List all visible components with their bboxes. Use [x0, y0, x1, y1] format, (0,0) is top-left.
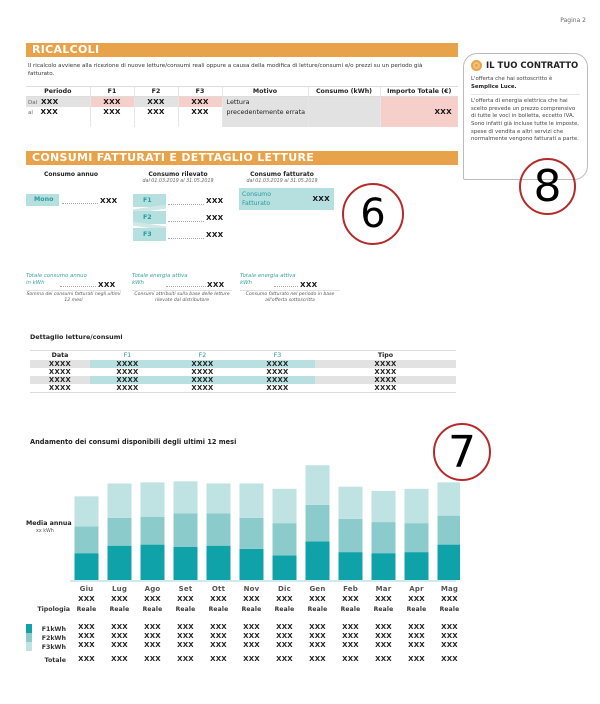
motivo-text: Lettura precedentemente errata [226, 98, 305, 116]
cell-f2: XXXX [165, 384, 240, 393]
sun-icon [471, 60, 482, 71]
month-label-giu: Giu [79, 585, 94, 593]
f3-value-giu: XXX [78, 641, 95, 649]
band-f3: F3 [133, 228, 166, 241]
ricalcoli-section-title: RICALCOLI [26, 43, 458, 57]
tipologia-mag: Reale [439, 606, 460, 613]
media-annua-value: xx kWh [36, 529, 54, 534]
dettaglio-table [30, 350, 456, 393]
col-f2: F2 [165, 351, 240, 360]
month-label-ott: Ott [211, 585, 226, 593]
f1-value-gen: XXX [309, 623, 326, 631]
consumo-cell [308, 97, 380, 127]
bar-dic-f1kwh [273, 555, 297, 580]
bar-dic-f3kwh [273, 489, 297, 523]
cell-f2: XXXX [165, 360, 240, 368]
bar-set-f3kwh [174, 481, 198, 513]
col-periodo: Periodo [26, 87, 90, 97]
f1-value-giu: XXX [78, 623, 95, 631]
tipologia-apr: Reale [406, 606, 427, 613]
month-label-gen: Gen [309, 585, 326, 593]
col-f3: F3 [178, 87, 222, 97]
row-label-f2: F2kWh [41, 635, 66, 642]
cell-tipo: XXXX [315, 360, 456, 368]
bar-ago-f2kwh [141, 517, 165, 545]
dotted-leader [166, 286, 206, 287]
f1-value-ago: XXX [144, 623, 161, 631]
f1-value-mag: XXX [441, 623, 458, 631]
totale-value-ott: XXX [210, 655, 227, 663]
bar-gen-f2kwh [306, 505, 330, 541]
totale-value-apr: XXX [408, 655, 425, 663]
total-value: XXX [98, 280, 116, 289]
total-block-rilevato [132, 273, 232, 304]
row-label-f3: F3kWh [41, 644, 66, 651]
annotation-6-label: 6 [360, 191, 386, 237]
row-label-f1: F1kWh [41, 626, 66, 633]
month-value-mar: XXX [375, 595, 392, 603]
f2-value-ott: XXX [210, 632, 227, 640]
total-value: XXX [207, 280, 225, 289]
band-f2: F2 [133, 211, 166, 224]
f3-value-apr: XXX [408, 641, 425, 649]
periodo-dal: XXX [40, 97, 59, 106]
dettaglio-title: Dettaglio letture/consumi [30, 333, 123, 341]
total-label: Totale energia attiva kWh [240, 273, 296, 286]
dotted-leader [62, 203, 98, 204]
totale-value-lug: XXX [111, 655, 128, 663]
bar-apr-f3kwh [405, 489, 429, 523]
f3-dal: XXX [191, 97, 209, 106]
consumo-fatturato-heading: Consumo fatturato [250, 171, 314, 178]
f3-value-set: XXX [177, 641, 194, 649]
bar-nov-f2kwh [240, 518, 264, 549]
band-f1-value: XXX [206, 196, 224, 205]
bar-nov-f3kwh [240, 483, 264, 517]
table-row [30, 376, 456, 384]
col-importo: Importo Totale (€) [380, 87, 458, 97]
f1-value-apr: XXX [408, 623, 425, 631]
ricalcoli-table [26, 86, 458, 127]
consumo-annuo-value: XXX [100, 196, 118, 205]
bar-mag-f3kwh [438, 482, 461, 515]
month-value-lug: XXX [111, 595, 128, 603]
annotation-8 [519, 158, 576, 215]
totale-value-ago: XXX [144, 655, 161, 663]
cell-data: XXXX [48, 367, 72, 376]
tipologia-label: Tipologia [37, 606, 70, 613]
col-consumo: Consumo (kWh) [308, 87, 380, 97]
contract-offer-name: Semplice Luce. [471, 84, 580, 96]
cell-data: XXXX [30, 384, 90, 393]
tipologia-ott: Reale [208, 606, 229, 613]
bar-mag-f2kwh [438, 516, 461, 545]
f3-value-ott: XXX [210, 641, 227, 649]
cell-tipo: XXXX [374, 367, 397, 376]
row-label-dal: Dal [28, 100, 38, 106]
month-value-dic: XXX [276, 595, 293, 603]
tipologia-giu: Reale [76, 606, 97, 613]
f2-value-lug: XXX [111, 632, 128, 640]
cell-f2: XXXX [191, 367, 214, 376]
f1-value-nov: XXX [243, 623, 260, 631]
month-value-set: XXX [177, 595, 194, 603]
f1-value-feb: XXX [342, 623, 359, 631]
f2-value-apr: XXX [408, 632, 425, 640]
bar-set-f1kwh [174, 547, 198, 580]
bar-mar-f2kwh [372, 522, 396, 553]
bar-lug-f3kwh [108, 483, 132, 517]
dotted-leader [60, 286, 96, 287]
tipologia-gen: Reale [307, 606, 328, 613]
f2-value-mag: XXX [441, 632, 458, 640]
f3-value-mar: XXX [375, 641, 392, 649]
month-label-ago: Ago [144, 585, 161, 593]
f3-value-ago: XXX [144, 641, 161, 649]
f2-value-ago: XXX [144, 632, 161, 640]
f2-value-feb: XXX [342, 632, 359, 640]
consumo-fatturato-box [239, 188, 334, 210]
bar-feb-f1kwh [339, 552, 363, 580]
month-value-mag: XXX [441, 595, 458, 603]
table-row [26, 97, 458, 107]
cell-f3: XXXX [240, 360, 315, 368]
cell-f3: XXXX [266, 367, 289, 376]
consumo-fatturato-period: dal 01.03.2019 al 31.05.2019 [246, 179, 318, 184]
tipologia-mar: Reale [373, 606, 394, 613]
total-label: Totale consumo annuo in kWh [26, 273, 87, 286]
band-f3-value: XXX [206, 230, 224, 239]
f3-value-dic: XXX [276, 641, 293, 649]
f2-value-nov: XXX [243, 632, 260, 640]
tipologia-nov: Reale [241, 606, 262, 613]
bar-dic-f2kwh [273, 523, 297, 555]
cell-f3: XXXX [240, 384, 315, 393]
dotted-leader [274, 286, 298, 287]
consumo-fatturato-value: XXX [312, 194, 330, 203]
contract-card [463, 53, 588, 180]
dotted-leader [168, 238, 204, 239]
total-note: Consumo fatturato nel periodo in base all'offerta sottoscritta [240, 290, 340, 304]
f1-value-ott: XXX [210, 623, 227, 631]
bar-mar-f1kwh [372, 553, 396, 580]
bar-feb-f3kwh [339, 487, 363, 519]
f2-value-gen: XXX [309, 632, 326, 640]
total-block-fatturato [240, 273, 340, 304]
bar-ott-f3kwh [207, 483, 231, 513]
f1-value-mar: XXX [375, 623, 392, 631]
cell-data: XXXX [30, 360, 90, 368]
month-top-values [70, 595, 466, 603]
totale-value-gen: XXX [309, 655, 326, 663]
consumi-section-title: CONSUMI FATTURATI E DETTAGLIO LETTURE [26, 151, 458, 165]
bar-apr-f1kwh [405, 552, 429, 580]
f1-values-row [70, 623, 466, 631]
f1-dal: XXX [103, 97, 121, 106]
totale-value-feb: XXX [342, 655, 359, 663]
bar-lug-f2kwh [108, 518, 132, 546]
f2-value-dic: XXX [276, 632, 293, 640]
month-label-nov: Nov [243, 585, 260, 593]
bar-feb-f2kwh [339, 519, 363, 552]
band-f1: F1 [133, 194, 166, 207]
total-note: Somma dei consumi fatturati negli ultimi 12 mesi [26, 292, 121, 303]
bar-lug-f1kwh [108, 546, 132, 580]
month-value-ott: XXX [210, 595, 227, 603]
row-label-totale: Totale [44, 657, 66, 664]
month-value-gen: XXX [309, 595, 326, 603]
band-f2-value: XXX [206, 213, 224, 222]
cell-f1: XXXX [90, 360, 165, 368]
cell-f1: XXXX [116, 367, 139, 376]
month-label-dic: Dic [278, 585, 291, 593]
bar-mar-f3kwh [372, 491, 396, 522]
month-label-set: Set [178, 585, 193, 593]
cell-data: XXXX [30, 376, 90, 384]
bar-set-f2kwh [174, 513, 198, 546]
contract-line1: L'offerta che hai sottoscritto è [471, 76, 553, 82]
bar-ott-f2kwh [207, 513, 231, 545]
f3-values-row [70, 641, 466, 649]
month-label-apr: Apr [409, 585, 424, 593]
bar-apr-f2kwh [405, 523, 429, 552]
cell-f2: XXXX [165, 376, 240, 384]
cell-f1: XXXX [90, 384, 165, 393]
table-row [30, 368, 456, 376]
month-value-feb: XXX [342, 595, 359, 603]
totale-value-dic: XXX [276, 655, 293, 663]
consumption-chart [70, 460, 460, 588]
f1-value-dic: XXX [276, 623, 293, 631]
tipologia-ago: Reale [142, 606, 163, 613]
consumo-rilevato-period: dal 01.03.2019 al 31.05.2019 [142, 179, 214, 184]
mono-label: Mono [26, 194, 59, 206]
month-value-nov: XXX [243, 595, 260, 603]
importo-totale: XXX [434, 107, 452, 117]
f2-value-set: XXX [177, 632, 194, 640]
f3-value-mag: XXX [441, 641, 458, 649]
f3-value-gen: XXX [309, 641, 326, 649]
contract-title: IL TUO CONTRATTO [486, 60, 579, 71]
bar-gen-f1kwh [306, 541, 330, 580]
tipologia-set: Reale [175, 606, 196, 613]
f1-value-lug: XXX [111, 623, 128, 631]
table-row [30, 384, 456, 393]
month-label-lug: Lug [111, 585, 128, 593]
tipologia-lug: Reale [109, 606, 130, 613]
bar-ott-f1kwh [207, 546, 231, 580]
totale-value-mar: XXX [375, 655, 392, 663]
annotation-7-label: 7 [448, 426, 476, 478]
tipologia-feb: Reale [340, 606, 361, 613]
col-f1: F1 [90, 87, 134, 97]
consumo-rilevato-heading: Consumo rilevato [148, 171, 208, 178]
month-label-feb: Feb [343, 585, 358, 593]
f2-value-giu: XXX [78, 632, 95, 640]
dotted-leader [168, 221, 204, 222]
col-data: Data [30, 351, 90, 360]
bar-giu-f3kwh [75, 496, 99, 526]
ricalcoli-intro: Il ricalcolo avviene alla ricezione di nuove letture/consumi reali oppure a causa della modifica di letture/consumi e/o prezzi su un periodo già fatturato. [28, 63, 423, 77]
bar-mag-f1kwh [438, 545, 461, 580]
f1-value-set: XXX [177, 623, 194, 631]
totale-values-row [70, 655, 466, 663]
total-value: XXX [300, 280, 318, 289]
consumo-annuo-heading: Consumo annuo [43, 171, 99, 178]
month-label-mar: Mar [375, 585, 392, 593]
col-f3: F3 [240, 351, 315, 360]
contract-description: L'offerta di energia elettrica che hai scelto prevede un prezzo comprensivo di tutte le voci in bolletta, eccetto IVA. Sono infatti già incluse tutte le imposte, spese di vendita e altri servizi che normalmente vengono fatturati a parte. [471, 98, 580, 143]
f2-value-mar: XXX [375, 632, 392, 640]
cell-f1: XXXX [90, 376, 165, 384]
totale-value-mag: XXX [441, 655, 458, 663]
annotation-6 [342, 183, 404, 245]
month-value-ago: XXX [144, 595, 161, 603]
bar-giu-f1kwh [75, 553, 99, 580]
table-row [30, 360, 456, 368]
month-labels [70, 585, 466, 593]
bar-gen-f3kwh [306, 465, 330, 505]
total-label: Totale energia attiva kWh [132, 273, 188, 286]
row-label-al: al [28, 109, 33, 116]
cell-tipo: XXXX [315, 384, 456, 393]
bar-giu-f2kwh [75, 526, 99, 553]
tipologia-dic: Reale [274, 606, 295, 613]
periodo-al: XXX [40, 106, 59, 116]
totale-value-nov: XXX [243, 655, 260, 663]
media-annua-label: Media annua [26, 520, 72, 527]
totale-value-giu: XXX [78, 655, 95, 663]
total-block-annuo [26, 273, 121, 304]
total-note: Consumi attribuiti sulla base delle letture rilevate dal distributore [132, 290, 232, 304]
month-value-apr: XXX [408, 595, 425, 603]
bar-ago-f3kwh [141, 482, 165, 516]
annotation-8-label: 8 [533, 161, 562, 212]
col-motivo: Motivo [222, 87, 308, 97]
f3-al: XXX [191, 106, 209, 116]
chart-title: Andamento dei consumi disponibili degli ultimi 12 mesi [30, 438, 237, 446]
cell-f3: XXXX [240, 376, 315, 384]
f3-value-feb: XXX [342, 641, 359, 649]
cell-tipo: XXXX [315, 376, 456, 384]
bar-ago-f1kwh [141, 545, 165, 580]
consumo-fatturato-label: Consumo Fatturato [242, 191, 271, 207]
page-number: Pagina 2 [560, 17, 586, 24]
totale-value-set: XXX [177, 655, 194, 663]
tipologia-row [70, 606, 466, 613]
col-f1: F1 [90, 351, 165, 360]
f2-values-row [70, 632, 466, 640]
motivo-cell [222, 97, 308, 127]
f3-value-lug: XXX [111, 641, 128, 649]
f1-al: XXX [103, 106, 121, 116]
f2-dal: XXX [147, 97, 165, 106]
bar-nov-f1kwh [240, 549, 264, 580]
col-tipo: Tipo [315, 351, 456, 360]
month-label-mag: Mag [440, 585, 459, 593]
f3-value-nov: XXX [243, 641, 260, 649]
col-f2: F2 [134, 87, 178, 97]
f2-al: XXX [147, 106, 165, 116]
dotted-leader [168, 204, 204, 205]
month-value-giu: XXX [78, 595, 95, 603]
